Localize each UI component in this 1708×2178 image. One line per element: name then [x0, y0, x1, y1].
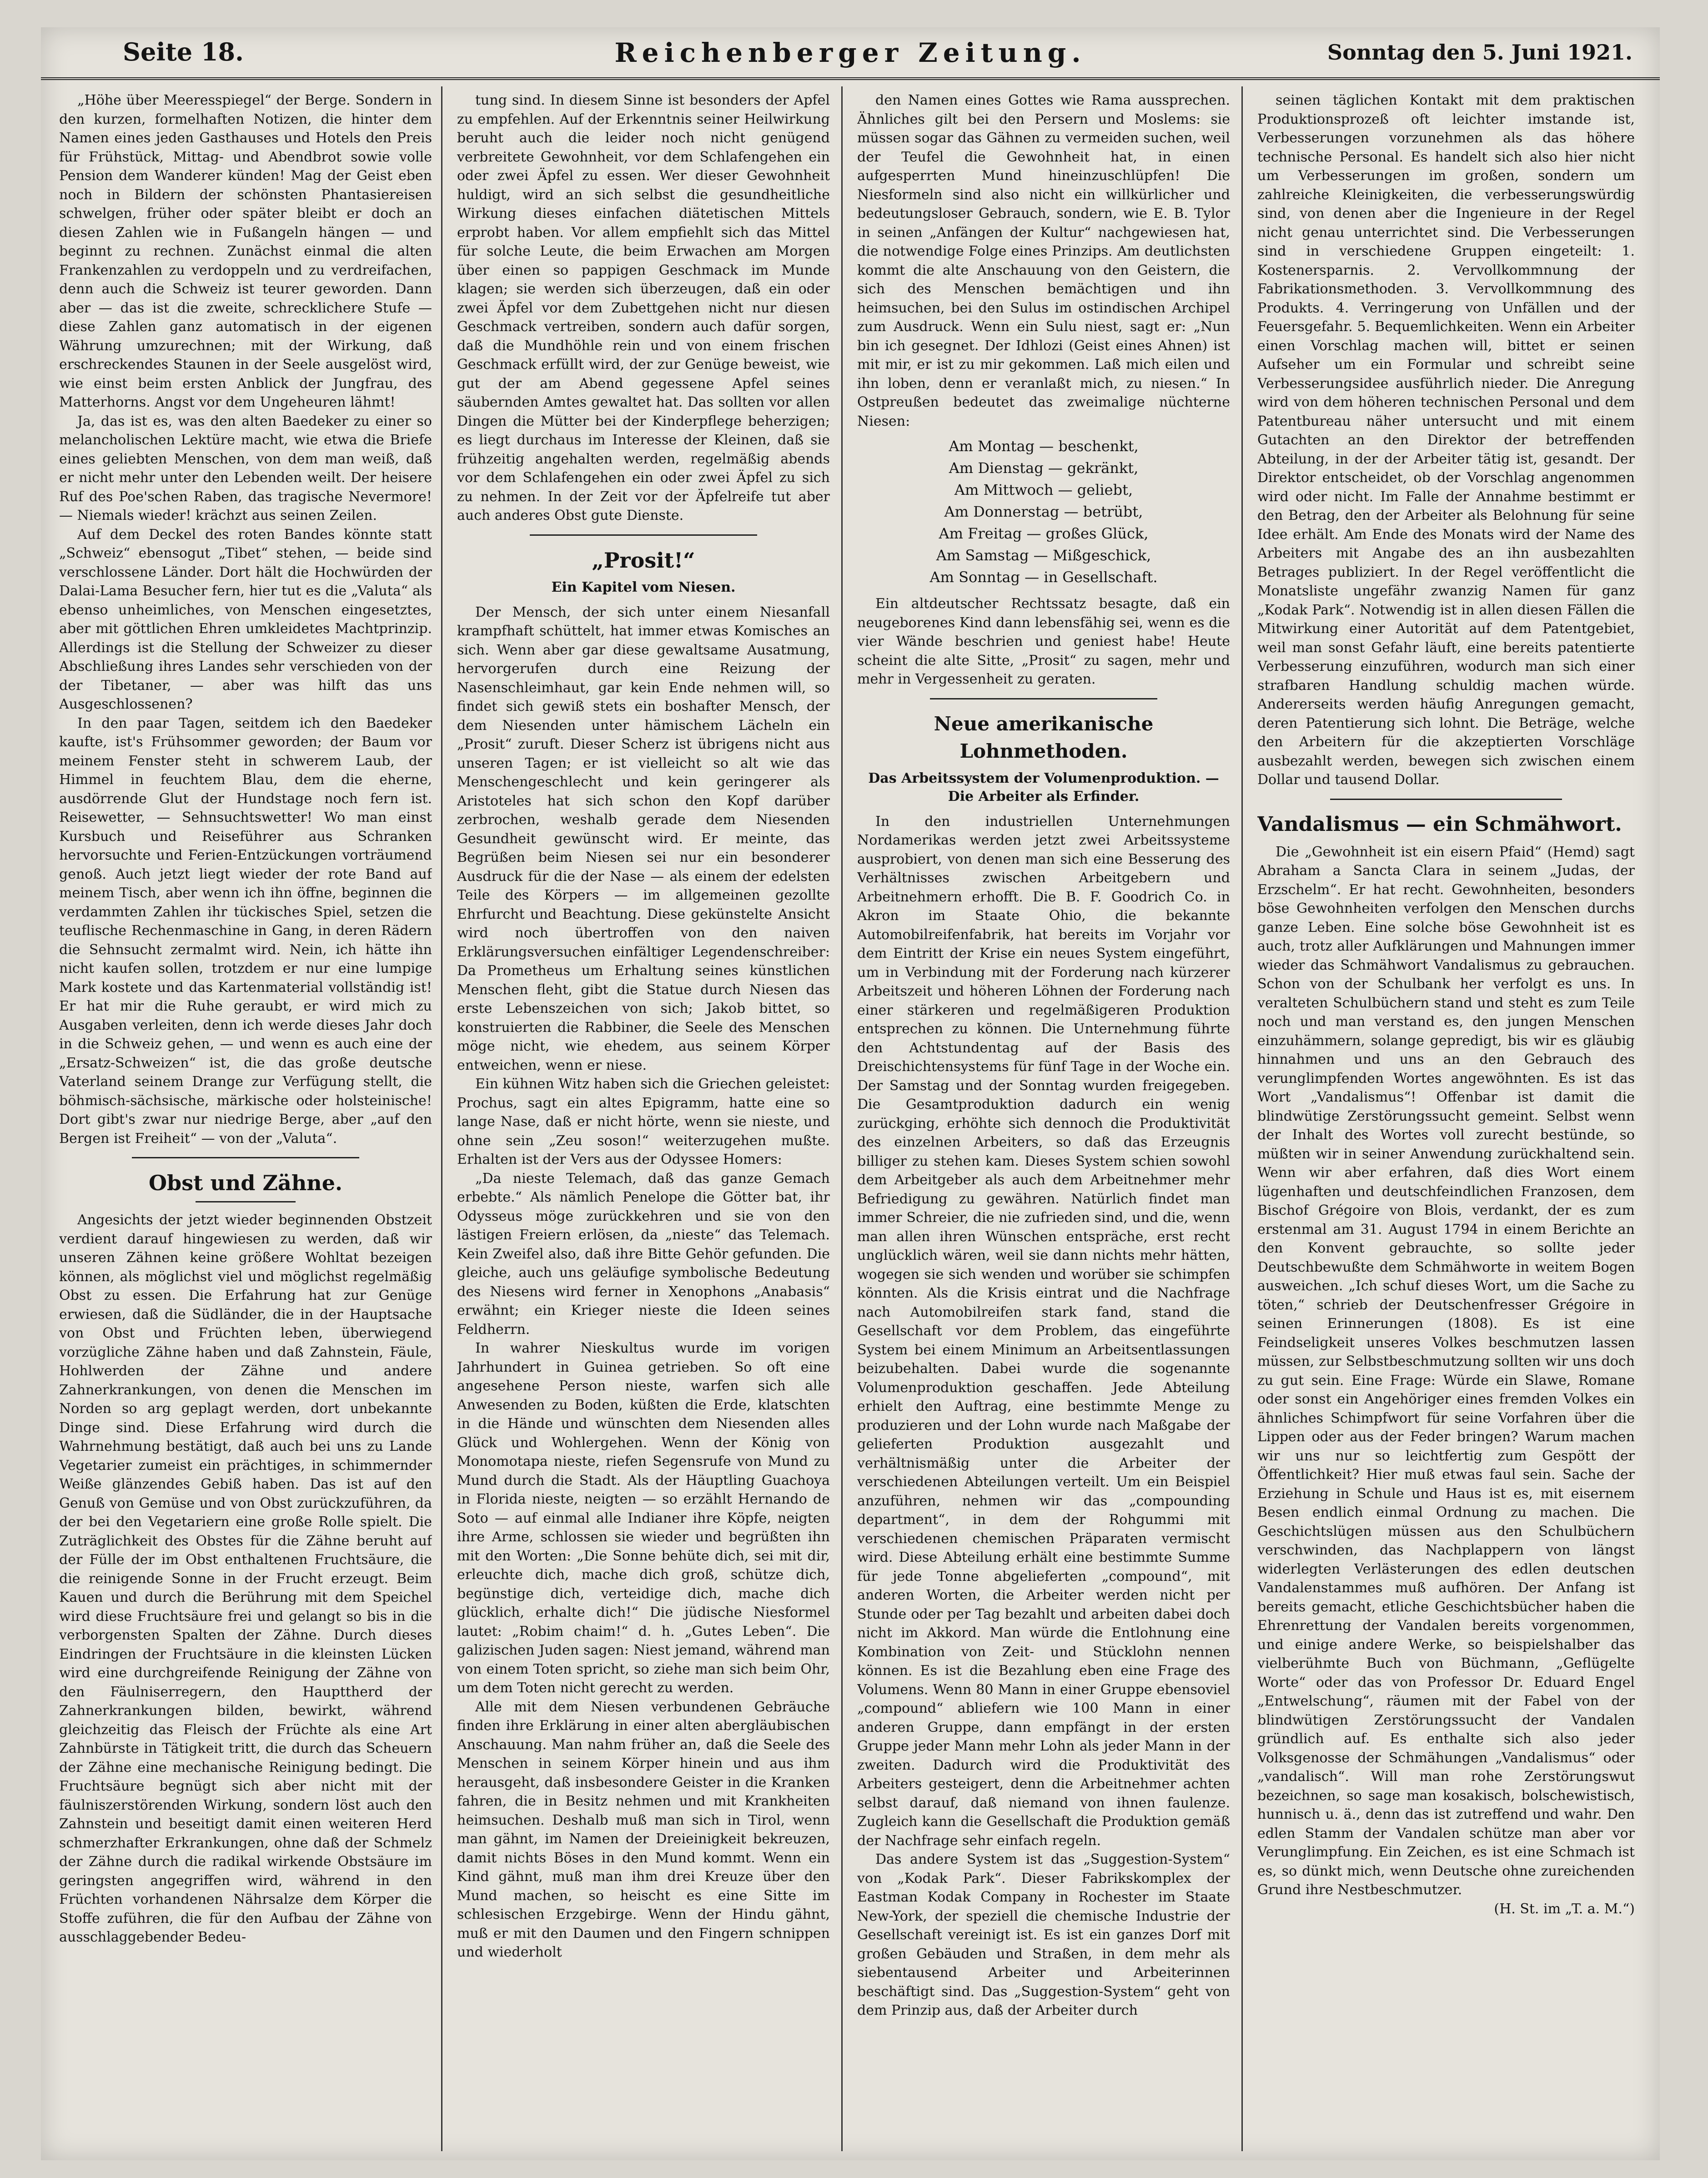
divider — [196, 1201, 296, 1202]
article-heading: „Prosit!“ — [592, 548, 695, 573]
article-paragraph: seinen täglichen Kontakt mit dem praktischen Produktionsprozeß oft leichter imstande ist, Verbesserungen vorzunehmen als das höhere technische Personal. Es handelt sich also hier nicht um Verbesserungen im großen, sondern um zahlreiche Kleinigkeiten, die verbesserungswürdig sind, von denen aber die Ingenieure in der Regel nicht genau unterrichtet sind. Die Verbesserungen sind in verschiedene Gruppen eingeteilt: 1. Kostenersparnis. 2. Vervollkommnung der Fabrikationsmethoden. 3. Vervollkommnung des Produkts. 4. Verringerung von Unfällen und der Feuersgefahr. 5. Bequemlichkeiten. Wenn ein Arbeiter einen Vorschlag machen will, bittet er seinen Aufseher um ein Formular und schreibt seine Verbesserungsidee ausführlich nieder. Die Anregung wird von dem höheren technischen Personal und dem Patentbureau näher untersucht und mit einem Gutachten an den Direktor der betreffenden Abteilung, in der der Arbeiter tätig ist, gesandt. Der Direktor entscheidet, ob der Vorschlag angenommen wird oder nicht. Im Falle der Annahme bestimmt er den Betrag, den der Arbeiter als Belohnung für seine Idee erhält. Am Ende des Monats wird der Name des Arbeiters mit Angabe des an ihn ausbezahlten Betrages publiziert. In der Regel veröffentlicht die Monatsliste ungefähr zwanzig Namen für ganz „Kodak Park“. Notwendig ist in allen diesen Fällen die Mitwirkung einer Autorität auf dem Patentgebiet, weil man sonst Gefahr läuft, eine bereits patentierte Verbesserung einzuführen, wodurch man sich einer strafbaren Handlung schuldig machen würde. Andererseits werden häufig Anregungen gemacht, deren Patentierung sich lohnt. Die Beträge, welche den Arbeitern für die akzeptierten Vorschläge ausbezahlt werden, bewegen sich zwischen einem Dollar und tausend Dollar. — [1257, 92, 1635, 788]
article-paragraph: „Höhe über Meeresspiegel“ der Berge. Sondern in den kurzen, formelhaften Notizen, die hinter dem Namen eines jeden Gasthauses und Hotels den Preis für Frühstück, Mittag- und Abendbrot sowie volle Pension dem Wanderer künden! Mag der Geist eben noch in Bildern der schönsten Phantasiereisen schwelgen, früher oder später bleibt er doch an diesen Zahlen wie in Fußangeln hängen — und beginnt zu rechnen. Zunächst einmal die alten Frankenzahlen zu verdoppeln und zu verdreifachen, denn auch die Schweiz ist teurer geworden. Dann aber — das ist die zweite, schrecklichere Stufe — diese Zahlen ganz automatisch in der eigenen Währung umzurechnen; mit der Wirkung, daß erschreckendes Staunen in der Seele ausgelöst wird, wie einst beim ersten Anblick der Jungfrau, des Matterhorns. Angst vor dem Ungeheuren lähmt! — [59, 92, 432, 410]
column-rule — [441, 86, 442, 2151]
newspaper-page — [41, 27, 1660, 2160]
article-paragraph: Das andere System ist das „Suggestion-System“ von „Kodak Park“. Dieser Fabrikskomplex der Eastman Kodak Company in Rochester im Staate New-York, der speziell die chemische Industrie der Gesellschaft vereinigt ist. Es ist ein ganzes Dorf mit großen Gebäuden und Straßen, in dem mehr als siebentausend Arbeiter und Arbeiterinnen beschäftigt sind. Das „Suggestion-System“ geht von dem Prinzip aus, daß der Arbeiter durch — [857, 1851, 1230, 2018]
column-4 — [1257, 91, 1635, 2147]
divider — [1330, 799, 1562, 800]
article-paragraph: Auf dem Deckel des roten Bandes könnte statt „Schweiz“ ebensogut „Tibet“ stehen, — beide sind verschlossene Länder. Dort hält die Hochwürden der Dalai-Lama Besucher fern, hier tut es die „Valuta“ als ebenso unheimliches, von Menschen eingesetztes, aber mit göttlichen Ehren umkleidetes Machtprinzip. Allerdings ist die Stellung der Schweizer zu dieser Abschließung ihres Landes sehr verschieden von der der Tibetaner, — aber was hilft das uns Ausgeschlossenen? — [59, 526, 432, 712]
column-rule — [1241, 86, 1243, 2151]
article-heading: Neue amerikanische Lohnmethoden. — [934, 712, 1154, 762]
article-paragraph: In den paar Tagen, seitdem ich den Baedeker kaufte, ist's Frühsommer geworden; der Baum vor meinem Fenster steht in schwerem Laub, der Himmel in feuchtem Blau, dem die eherne, ausdörrende Glut der Hundstage noch fern ist. Reisewetter, — Sehnsuchtswetter! Wo man einst Kursbuch und Reiseführer aus Schranken hervorsuchte und Ferien-Entzückungen vorträumend genoß. Auch jetzt liegt wieder der rote Band auf meinem Tisch, aber wenn ich ihn öffne, beginnen die verdammten Zahlen ihr tückisches Spiel, setzen die teuflische Rechenmaschine in Gang, in deren Rädern die Sehnsucht zermalmt wird. Nein, ich hätte ihn nicht kaufen sollen, trotzdem er nur eine lumpige Mark kostete und das Kartenmaterial vollständig ist! Er hat mir die Ruhe geraubt, er wird mich zu Ausgaben verleiten, denn ich werde dieses Jahr doch in die Schweiz gehen, — und wenn es auch eine der „Ersatz-Schweizen“ ist, die das große deutsche Vaterland seinem Drange zur Verfügung stellt, die böhmisch-sächsische, märkische oder holsteinische! Dort gibt's zwar nur niedrige Berge, aber „auf den Bergen ist Freiheit“ — von der „Valuta“. — [59, 715, 432, 1147]
poem-line: Am Dienstag — gekränkt, — [949, 459, 1139, 477]
article-paragraph: „Da nieste Telemach, daß das ganze Gemach erbebte.“ Als nämlich Penelope die Götter bat, ihr Odysseus möge zurückkehren und sie von den lästigen Freiern erlösen, da „nieste“ das Telemach. Kein Zweifel also, daß ihre Bitte Gehör gefunden. Die gleiche, auch uns geläufige symbolische Bedeutung des Niesens wird ferner in Xenophons „Anabasis“ erwähnt; ein Krieger nieste die Ideen seines Feldherrn. — [457, 1170, 830, 1338]
article-paragraph: Angesichts der jetzt wieder beginnenden Obstzeit verdient darauf hingewiesen zu werden, daß wir unseren Zähnen keine größere Wohltat bezeigen können, als möglichst viel und möglichst regelmäßig Obst zu essen. Die Erfahrung hat zur Genüge erwiesen, daß die Südländer, die in der Hauptsache von Obst und Früchten leben, überwiegend vorzügliche Zähne haben und daß Zahnstein, Fäule, Hohlwerden der Zähne und andere Zahnerkrankungen, von denen die Menschen im Norden so arg geplagt werden, dort unbekannte Dinge sind. Diese Erfahrung wird durch die Wahrnehmung bestätigt, daß auch bei uns zu Lande Vegetarier zumeist ein prächtiges, in schimmernder Weiße glänzendes Gebiß haben. Das ist auf den Genuß von Gemüse und von Obst zurückzuführen, da der bei den Vegetariern eine große Rolle spielt. Die Zuträglichkeit des Obstes für die Zähne beruht auf der Fülle der im Obst enthaltenen Fruchtsäure, die die reinigende Sonne in der Frucht erzeugt. Beim Kauen und durch die Berührung mit dem Speichel wird diese Fruchtsäure frei und gelangt so bis in die verborgensten Spalten der Zähne. Durch dieses Eindringen der Fruchtsäure in die kleinsten Lücken wird eine durchgreifende Reinigung der Zähne von den Fäulniserregern, den Haupttherd der Zahnerkrankungen bilden, bewirkt, während gleichzeitig das Fleisch der Früchte als eine Art Zahnbürste in Tätigkeit tritt, die durch das Scheuern der Zähne eine mechanische Reinigung bedingt. Die Fruchtsäure begnügt sich aber nicht mit der fäulniszerstörenden Wirkung, sondern löst auch den Zahnstein und beseitigt damit einen weiteren Herd schmerzhafter Erkrankungen, ohne daß der Schmelz der Zähne durch die radikal wirkende Obstsäure im geringsten angegriffen wird, während in den Früchten vorhandenen Nährsalze dem Körper die Stoffe zuführen, die für den Aufbau der Zähne von ausschlaggebender Bedeu- — [59, 1212, 432, 1945]
column-3 — [857, 91, 1230, 2147]
article-subheading: Ein Kapitel vom Niesen. — [551, 579, 736, 595]
divider — [132, 1157, 359, 1158]
poem-line: Am Mittwoch — geliebt, — [954, 481, 1133, 498]
article-paragraph: Ein kühnen Witz haben sich die Griechen geleistet: Prochus, sagt ein altes Epigramm, hatte eine so lange Nase, daß er nicht hörte, wenn sie nieste, und ohne sein „Zeu soson!“ weiterzugehen mußte. Erhalten ist der Vers aus der Odyssee Homers: — [457, 1076, 830, 1167]
column-rule — [841, 86, 843, 2151]
poem-line: Am Sonntag — in Gesellschaft. — [929, 568, 1158, 586]
article-heading: Obst und Zähne. — [148, 1171, 343, 1195]
article-paragraph: tung sind. In diesem Sinne ist besonders der Apfel zu empfehlen. Auf der Erkenntnis seiner Heilwirkung beruht auch die leider noch nicht genügend verbreitete Gewohnheit, vor dem Schlafengehen ein oder zwei Äpfel zu essen. Wer dieser Gewohnheit huldigt, wird an sich selbst die gesundheitliche Wirkung dieses einfachen diätetischen Mittels erprobt haben. Vor allem empfiehlt sich das Mittel für solche Leute, die beim Erwachen am Morgen über einen so pappigen Geschmack im Munde klagen; sie werden sich überzeugen, daß ein oder zwei Äpfel vor dem Zubettgehen nicht nur diesen Geschmack vertreiben, sondern auch dafür sorgen, daß die Mundhöhle rein und von einem frischen Geschmack erfüllt wird, der zur Genüge beweist, wie gut der am Abend gegessene Apfel seines säubernden Amtes gewaltet hat. Das sollten vor allen Dingen die Mütter bei der Kinderpflege beherzigen; es liegt durchaus im Interesse der Kleinen, daß sie frühzeitig angehalten werden, regelmäßig abends vor dem Schlafengehen ein oder zwei Äpfel zu sich zu nehmen. In der Zeit vor der Äpfelreife tut aber auch anderes Obst gute Dienste. — [457, 92, 830, 523]
issue-date: Sonntag den 5. Juni 1921. — [1327, 40, 1633, 65]
poem-line: Am Donnerstag — betrübt, — [944, 503, 1143, 520]
article-subheading: Das Arbeitssystem der Volumenproduktion. — Die Arbeiter als Erfinder. — [868, 770, 1219, 805]
masthead — [41, 27, 1660, 80]
poem-line: Am Samstag — Mißgeschick, — [936, 547, 1151, 564]
article-signature: (H. St. im „T. a. M.“) — [1494, 1901, 1635, 1917]
divider — [530, 534, 757, 536]
poem-line: Am Montag — beschenkt, — [949, 438, 1139, 455]
article-paragraph: Ja, das ist es, was den alten Baedeker zu einer so melancholischen Lektüre macht, wie etwa die Briefe eines geliebten Menschen, von dem man weiß, daß er nicht mehr unter den Lebenden weilt. Der heisere Ruf des Poe'schen Raben, das tragische Nevermore! — Niemals wieder! krächzt aus seinen Zeilen. — [59, 413, 432, 523]
article-paragraph: den Namen eines Gottes wie Rama aussprechen. Ähnliches gilt bei den Persern und Moslems: sie müssen sogar das Gähnen zu vermeiden suchen, weil der Teufel die Gewohnheit hat, in einen aufgesperrten Mund hineinzuschlüpfen! Die Niesformeln sind also nicht ein willkürlicher und bedeutungsloser Gebrauch, sondern, wie E. B. Tylor in seinen „Anfängen der Kultur“ nachgewiesen hat, die notwendige Folge eines Prinzips. Am deutlichsten kommt die alte Anschauung von den Geistern, die sich des Menschen bemächtigen und ihn heimsuchen, bei den Sulus im ostindischen Archipel zum Ausdruck. Wenn ein Sulu niest, sagt er: „Nun bin ich gesegnet. Der Idhlozi (Geist eines Ahnen) ist mit mir, er ist zu mir gekommen. Laß mich eilen und ihn loben, denn er veranlaßt mich, zu niesen.“ In Ostpreußen bedeutet das zweimalige nüchterne Niesen: — [857, 92, 1230, 429]
article-paragraph: Die „Gewohnheit ist ein eisern Pfaid“ (Hemd) sagt Abraham a Sancta Clara in seinem „Judas, der Erzschelm“. Er hat recht. Gewohnheiten, besonders böse Gewohnheiten verfolgen den Menschen durchs ganze Leben. Eine solche böse Gewohnheit ist es auch, trotz aller Aufklärungen und Mahnungen immer wieder das Schmähwort Vandalismus zu gebrauchen. Schon von der Schulbank her verfolgt es uns. In veralteten Schulbüchern stand und steht es zum Teile noch und man verstand es, den jungen Menschen einzuhämmern, solange gepredigt, bis wir es gläubig hinnahmen und uns an den Gebrauch des verunglimpfenden Wortes angewöhnten. Es ist das Wort „Vandalismus“! Offenbar ist damit die blindwütige Zerstörungssucht gemeint. Selbst wenn der Inhalt des Wortes voll zurecht bestünde, so müßten wir in seiner Anwendung zurückhaltend sein. Wenn wir aber erfahren, daß dies Wort einem lügenhaften und deutschfeindlichen Franzosen, dem Bischof Grégoire von Blois, verdankt, der es zum erstenmal am 31. August 1794 in einem Berichte an den Konvent gebrauchte, so sollte jeder Deutschbewußte dem Schmähworte in weitem Bogen ausweichen. „Ich schuf dieses Wort, um die Sache zu töten,“ schrieb der Deutschenfresser Grégoire in seinen Erinnerungen (1808). Es ist eine Feindseligkeit unseres Volkes beschmutzen lassen müssen, zur Selbstbeschmutzung sollten wir uns doch zu gut sein. Eine Frage: Würde ein Slawe, Romane oder sonst ein Angehöriger eines fremden Volkes ein ähnliches Schimpfwort für seine Vorfahren über die Lippen oder aus der Feder bringen? Warum machen wir uns nur so leichtfertig zum Gespött der Öffentlichkeit? Hier muß etwas faul sein. Sache der Erziehung in Schule und Haus ist es, mit eisernem Besen endlich einmal Ordnung zu machen. Die Geschichtslügen müssen aus den Schulbüchern verschwinden, das Nachplappern von längst widerlegten Verlästerungen des edlen deutschen Vandalenstammes muß aufhören. Der Anfang ist bereits gemacht, etliche Geschichtsbücher haben die Ehrenrettung der Vandalen bereits vorgenommen, und einige andere Werke, so beispielshalber das vielberühmte Buch von Büchmann, „Geflügelte Worte“ oder das von Professor Dr. Eduard Engel „Entwelschung“, räumen mit der Fabel von der blindwütigen Zerstörungssucht der Vandalen gründlich auf. Es enthalte sich also jeder Volksgenosse der Schmähungen „Vandalismus“ oder „vandalisch“. Will man rohe Zerstörungswut bezeichnen, so sage man kosakisch, bolschewistisch, hunnisch u. ä., denn das ist zutreffend und wahr. Den edlen Stamm der Vandalen schütze man aber vor Verunglimpfung. Ein Zeichen, es ist eine Schmach ist es, so dünkt mich, wenn Deutsche ohne zureichenden Grund ihre Nestbeschmutzer. — [1257, 844, 1635, 1898]
poem-line: Am Freitag — großes Glück, — [939, 525, 1149, 542]
article-heading: Vandalismus — ein Schmähwort. — [1257, 812, 1622, 836]
article-paragraph: In wahrer Nieskultus wurde im vorigen Jahrhundert in Guinea getrieben. So oft eine angesehene Person nieste, warfen sich alle Anwesenden zu Boden, küßten die Erde, klatschten in die Hände und wünschten dem Niesenden alles Glück und Wohlergehen. Wenn der König von Monomotapa nieste, riefen Segensrufe von Mund zu Mund durch die Stadt. Als der Häuptling Guachoya in Florida nieste, neigten — so erzählt Hernando de Soto — auf einmal alle Indianer ihre Köpfe, neigten ihre Arme, schlossen sie wieder und begrüßten ihn mit den Worten: „Die Sonne behüte dich, sei mit dir, erleuchte dich, mache dich groß, schütze dich, begünstige dich, verteidige dich, mache dich glücklich, erhalte dich!“ Die jüdische Niesformel lautet: „Robim chaim!“ d. h. „Gutes Leben“. Die galizischen Juden sagen: Niest jemand, während man von einem Toten spricht, so ziehe man sich beim Ohr, um dem Toten nicht gerecht zu werden. — [457, 1340, 830, 1696]
column-2 — [457, 91, 830, 2147]
divider — [930, 698, 1157, 699]
newspaper-title: Reichenberger Zeitung. — [614, 37, 1086, 68]
article-paragraph: In den industriellen Unternehmungen Nordamerikas werden jetzt zwei Arbeitssysteme ausprobiert, von denen man sich eine Besserung des Verhältnisses zwischen Arbeitgebern und Arbeitnehmern erhofft. Die B. F. Goodrich Co. in Akron im Staate Ohio, die bekannte Automobilreifenfabrik, hat bereits im Vorjahr vor dem Eintritt der Krise ein neues System eingeführt, um in Verbindung mit der Forderung nach kürzerer Arbeitszeit und höheren Löhnen der Forderung nach einer stärkeren und regelmäßigeren Produktion entsprechen zu können. Die Unternehmung führte den Achtstundentag auf der Basis des Dreischichtensystems für fünf Tage in der Woche ein. Der Samstag und der Sonntag wurden freigegeben. Die Gesamtproduktion dadurch ein wenig zurückging, erhöhte sich dennoch die Produktivität des einzelnen Arbeiters, so daß das Erzeugnis billiger zu stehen kam. Dieses System schien sowohl dem Arbeitgeber als auch dem Arbeitnehmer mehr Befriedigung zu gewähren. Natürlich findet man immer Schreier, die nie zufrieden sind, und die, wenn man allen ihren Wünschen entspräche, erst recht unglücklich wären, weil sie dann nichts mehr hätten, wogegen sie sich wenden und worüber sie schimpfen könnten. Als die Krisis eintrat und die Nachfrage nach Automobilreifen stark fand, stand die Gesellschaft vor dem Problem, das eingeführte System bei einem Minimum an Arbeitsentlassungen beizubehalten. Dabei wurde die sogenannte Volumenproduktion geschaffen. Jede Abteilung erhielt den Auftrag, eine bestimmte Menge zu produzieren und der Lohn wurde nach Maßgabe der gelieferten Produktion ausgezahlt und verhältnismäßig unter die Arbeiter der verschiedenen Abteilungen verteilt. Um ein Beispiel anzuführen, nehmen wir das „compounding department“, in dem der Rohgummi mit verschiedenen chemischen Präparaten vermischt wird. Diese Abteilung erhält eine bestimmte Summe für jede Tonne abgelieferten „compound“, mit anderen Worten, die Arbeiter werden nicht per Stunde oder per Tag bezahlt und arbeiten dabei doch nicht im Akkord. Man würde die Entlohnung eine Kombination von Zeit- und Stücklohn nennen können. Es ist die Bezahlung eben eine Frage des Volumens. Wenn 80 Mann in einer Gruppe ebensoviel „compound“ abliefern wie 100 Mann in einer anderen Gruppe, dann empfängt in der ersten Gruppe jeder Mann mehr Lohn als jeder Mann in der zweiten. Dadurch wird die Produktivität des Arbeiters gesteigert, denn die Arbeitnehmer achten selbst darauf, daß niemand von ihnen faulenze. Zugleich kann die Gesellschaft die Produktion gemäß der Nachfrage sehr einfach regeln. — [857, 813, 1230, 1849]
article-paragraph: Alle mit dem Niesen verbundenen Gebräuche finden ihre Erklärung in einer alten abergläubischen Anschauung. Man nahm früher an, daß die Seele des Menschen in seinem Körper hinein und aus ihm herausgeht, daß insbesondere Geister in die Kranken fahren, die in Besitz nehmen und mit Krankheiten heimsuchen. Deshalb muß man sich in Tirol, wenn man gähnt, im Namen der Dreieinigkeit bekreuzen, damit nichts Böses in den Mund kommt. Wenn ein Kind gähnt, muß man ihm drei Kreuze über den Mund machen, so heischt es eine Sitte im schlesischen Erzgebirge. Wenn der Hindu gähnt, muß er mit den Daumen und den Fingern schnippen und wiederholt — [457, 1699, 830, 1960]
article-paragraph: Der Mensch, der sich unter einem Niesanfall krampfhaft schüttelt, hat immer etwas Komisches an sich. Wenn aber gar diese gewaltsame Ausatmung, hervorgerufen durch eine Reizung der Nasenschleimhaut, gar kein Ende nehmen will, so findet sich gewiß stets ein boshafter Mensch, der dem Niesenden unter hämischem Lächeln ein „Prosit“ zuruft. Dieser Scherz ist übrigens nicht aus unseren Tagen; er ist vielleicht so alt wie das Menschengeschlecht und kein geringerer als Aristoteles hat sich schon den Kopf darüber zerbrochen, weshalb gerade dem Niesenden Gesundheit gewünscht wird. Er meinte, das Begrüßen beim Niesen sei nur ein besonderer Ausdruck für die der Nase — als einem der edelsten Teile des Körpers — im allgemeinen gezollte Ehrfurcht und Beachtung. Diese gekünstelte Ansicht wird noch übertroffen von den naiven Erklärungsversuchen einfältiger Legendenschreiber: Da Prometheus um Erhaltung seines künstlichen Menschen fleht, gibt die Statue durch Niesen das erste Lebenszeichen von sich; Jakob bittet, so konstruierten die Rabbiner, die Seele des Menschen möge nicht, wie ehedem, aus seinem Körper entweichen, wenn er niese. — [457, 604, 830, 1073]
poem — [857, 435, 1230, 588]
page-number: Seite 18. — [123, 37, 244, 66]
column-1 — [59, 91, 432, 2147]
article-paragraph: Ein altdeutscher Rechtssatz besagte, daß ein neugeborenes Kind dann lebensfähig sei, wenn es die vier Wände beschrien und geniest habe! Heute scheint die alte Sitte, „Prosit“ zu sagen, mehr und mehr in Vergessenheit zu geraten. — [857, 596, 1230, 687]
